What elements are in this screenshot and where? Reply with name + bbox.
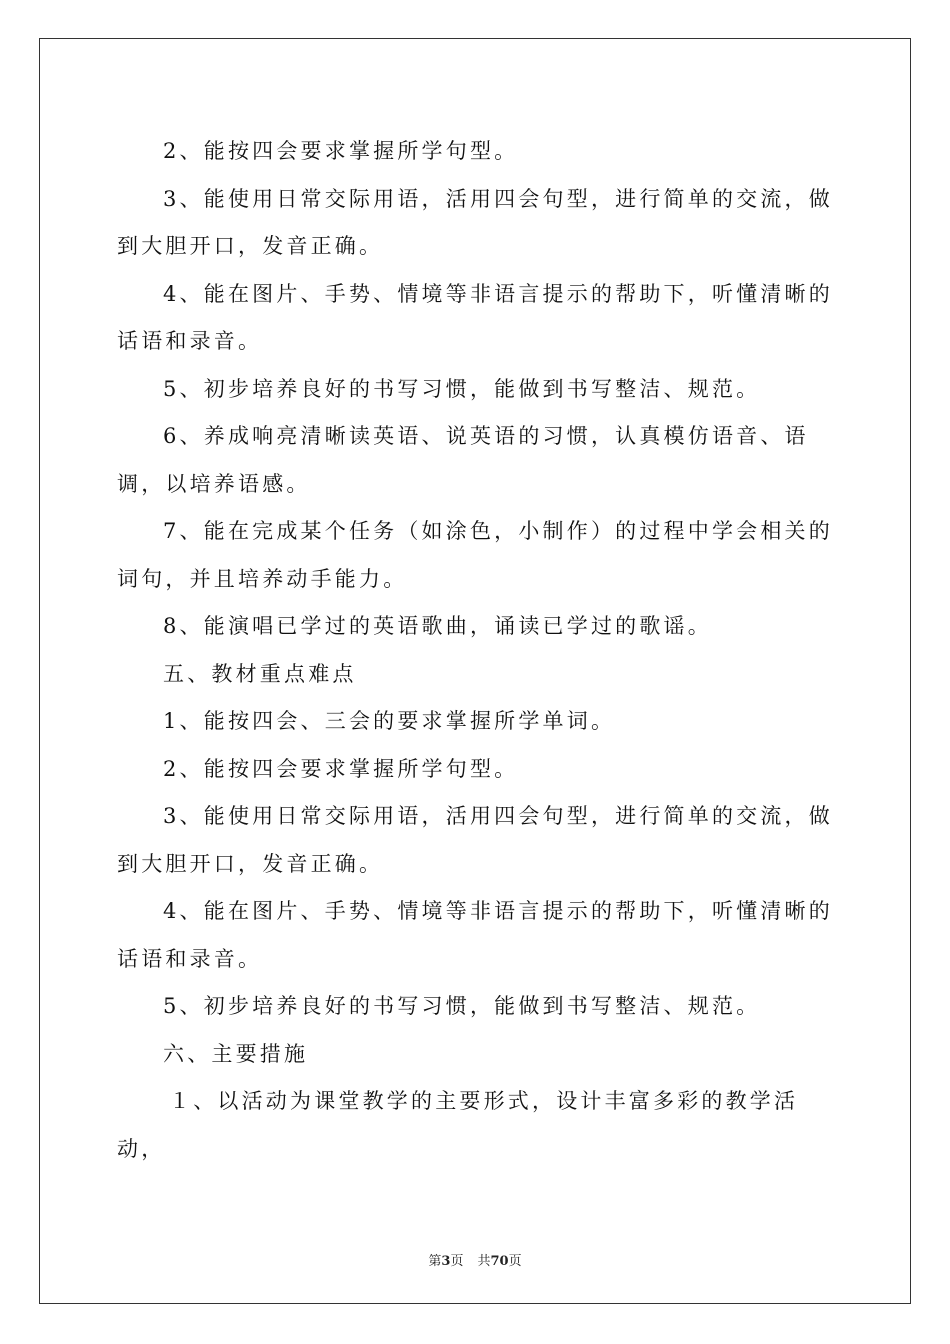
paragraph: 5、初步培养良好的书写习惯，能做到书写整洁、规范。 <box>163 376 761 401</box>
paragraph: 2、能按四会要求掌握所学句型。 <box>163 756 519 781</box>
paragraph: １、以活动为课堂教学的主要形式，设计丰富多彩的教学活动， <box>117 1089 799 1161</box>
footer-total-prefix: 共 <box>477 1254 491 1269</box>
document-body <box>117 128 837 1173</box>
footer-page-number: 3 <box>441 1254 451 1269</box>
footer-page-suffix: 页 <box>450 1254 464 1269</box>
paragraph: 4、能在图片、手势、情境等非语言提示的帮助下，听懂清晰的话语和录音。 <box>117 281 833 353</box>
footer-total-pages: 70 <box>490 1254 509 1269</box>
paragraph: 7、能在完成某个任务（如涂色，小制作）的过程中学会相关的词句，并且培养动手能力。 <box>117 519 833 591</box>
paragraph: 6、养成响亮清晰读英语、说英语的习惯，认真模仿语音、语调，以培养语感。 <box>117 424 809 496</box>
paragraph: 3、能使用日常交际用语，活用四会句型，进行简单的交流，做到大胆开口，发音正确。 <box>117 186 833 258</box>
paragraph: 8、能演唱已学过的英语歌曲，诵读已学过的歌谣。 <box>163 614 712 638</box>
page-footer <box>0 1250 950 1269</box>
paragraph: 5、初步培养良好的书写习惯，能做到书写整洁、规范。 <box>163 994 761 1018</box>
paragraph: 1、能按四会、三会的要求掌握所学单词。 <box>163 709 616 733</box>
paragraph: 4、能在图片、手势、情境等非语言提示的帮助下，听懂清晰的话语和录音。 <box>117 899 833 971</box>
paragraph: 2、能按四会要求掌握所学句型。 <box>163 139 519 163</box>
section-heading: 五、教材重点难点 <box>163 661 357 686</box>
paragraph: 3、能使用日常交际用语，活用四会句型，进行简单的交流，做到大胆开口，发音正确。 <box>117 804 833 876</box>
footer-page-prefix: 第 <box>428 1254 442 1269</box>
footer-total-suffix: 页 <box>508 1254 522 1269</box>
section-heading: 六、主要措施 <box>163 1041 309 1066</box>
